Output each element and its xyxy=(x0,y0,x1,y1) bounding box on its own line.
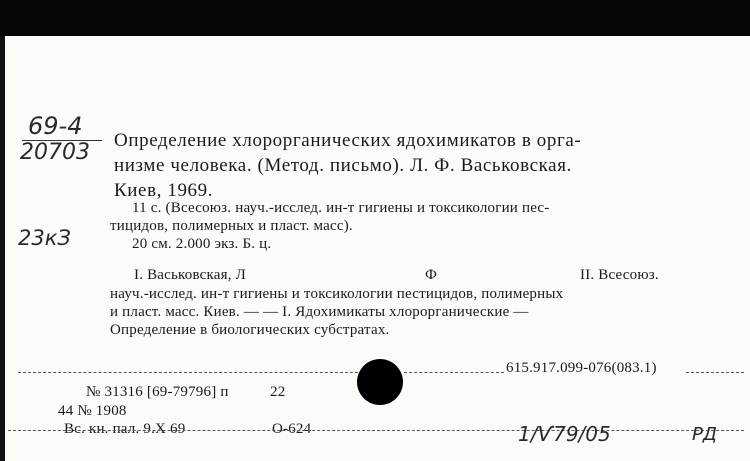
handwritten-call-number-top: 69-4 xyxy=(28,112,83,140)
handwritten-signature: 1/Ѵ79/05 xyxy=(518,422,611,446)
scan-border-left xyxy=(0,36,5,461)
footer-rule xyxy=(8,430,744,431)
registry-number: № 31316 [69-79796] п xyxy=(86,384,229,400)
title-line-2: низме человека. (Метод. письмо). Л. Ф. Васьковская. xyxy=(114,155,572,176)
print-info: Вс. кн. пал. 9.X 69 xyxy=(64,421,186,437)
handwritten-call-number-bottom: 20703 xyxy=(20,140,90,165)
handwritten-initials: РД xyxy=(692,424,717,445)
tracing-corporate-heading: II. Всесоюз. xyxy=(580,267,659,283)
issue-number: 44 № 1908 xyxy=(58,403,127,419)
description-line-2: тицидов, полимерных и пласт. масс). xyxy=(110,218,353,234)
title-line-1: Определение хлорорганических ядохимикатов в орга- xyxy=(114,130,582,151)
scan-border-top xyxy=(0,0,750,36)
registry-copies: 22 xyxy=(270,384,286,400)
tracing-author-initial: Ф xyxy=(425,267,438,283)
classification-rule-left xyxy=(18,372,358,373)
title-line-3: Киев, 1969. xyxy=(114,180,214,201)
tracing-author: I. Васьковская, Л xyxy=(134,267,247,283)
classification-number: 615.917.099-076(083.1) xyxy=(506,360,657,376)
punch-hole xyxy=(357,359,403,405)
handwritten-side-mark: 23кЗ xyxy=(18,226,71,250)
tracing-line-2: науч.-исслед. ин-т гигиены и токсикологии пестицидов, полимерных xyxy=(110,286,564,302)
tracing-line-3: и пласт. масс. Киев. — — I. Ядохимикаты хлорорганические — xyxy=(110,304,529,320)
description-line-3: 20 см. 2.000 экз. Б. ц. xyxy=(132,236,272,252)
description-line-1: 11 с. (Всесоюз. науч.-исслед. ин-т гигиены и токсикологии пес- xyxy=(132,200,550,216)
tracing-line-4: Определение в биологических субстратах. xyxy=(110,322,390,338)
order-number: О-624 xyxy=(272,421,312,437)
classification-rule-right xyxy=(686,372,744,373)
classification-rule-mid xyxy=(404,372,504,373)
